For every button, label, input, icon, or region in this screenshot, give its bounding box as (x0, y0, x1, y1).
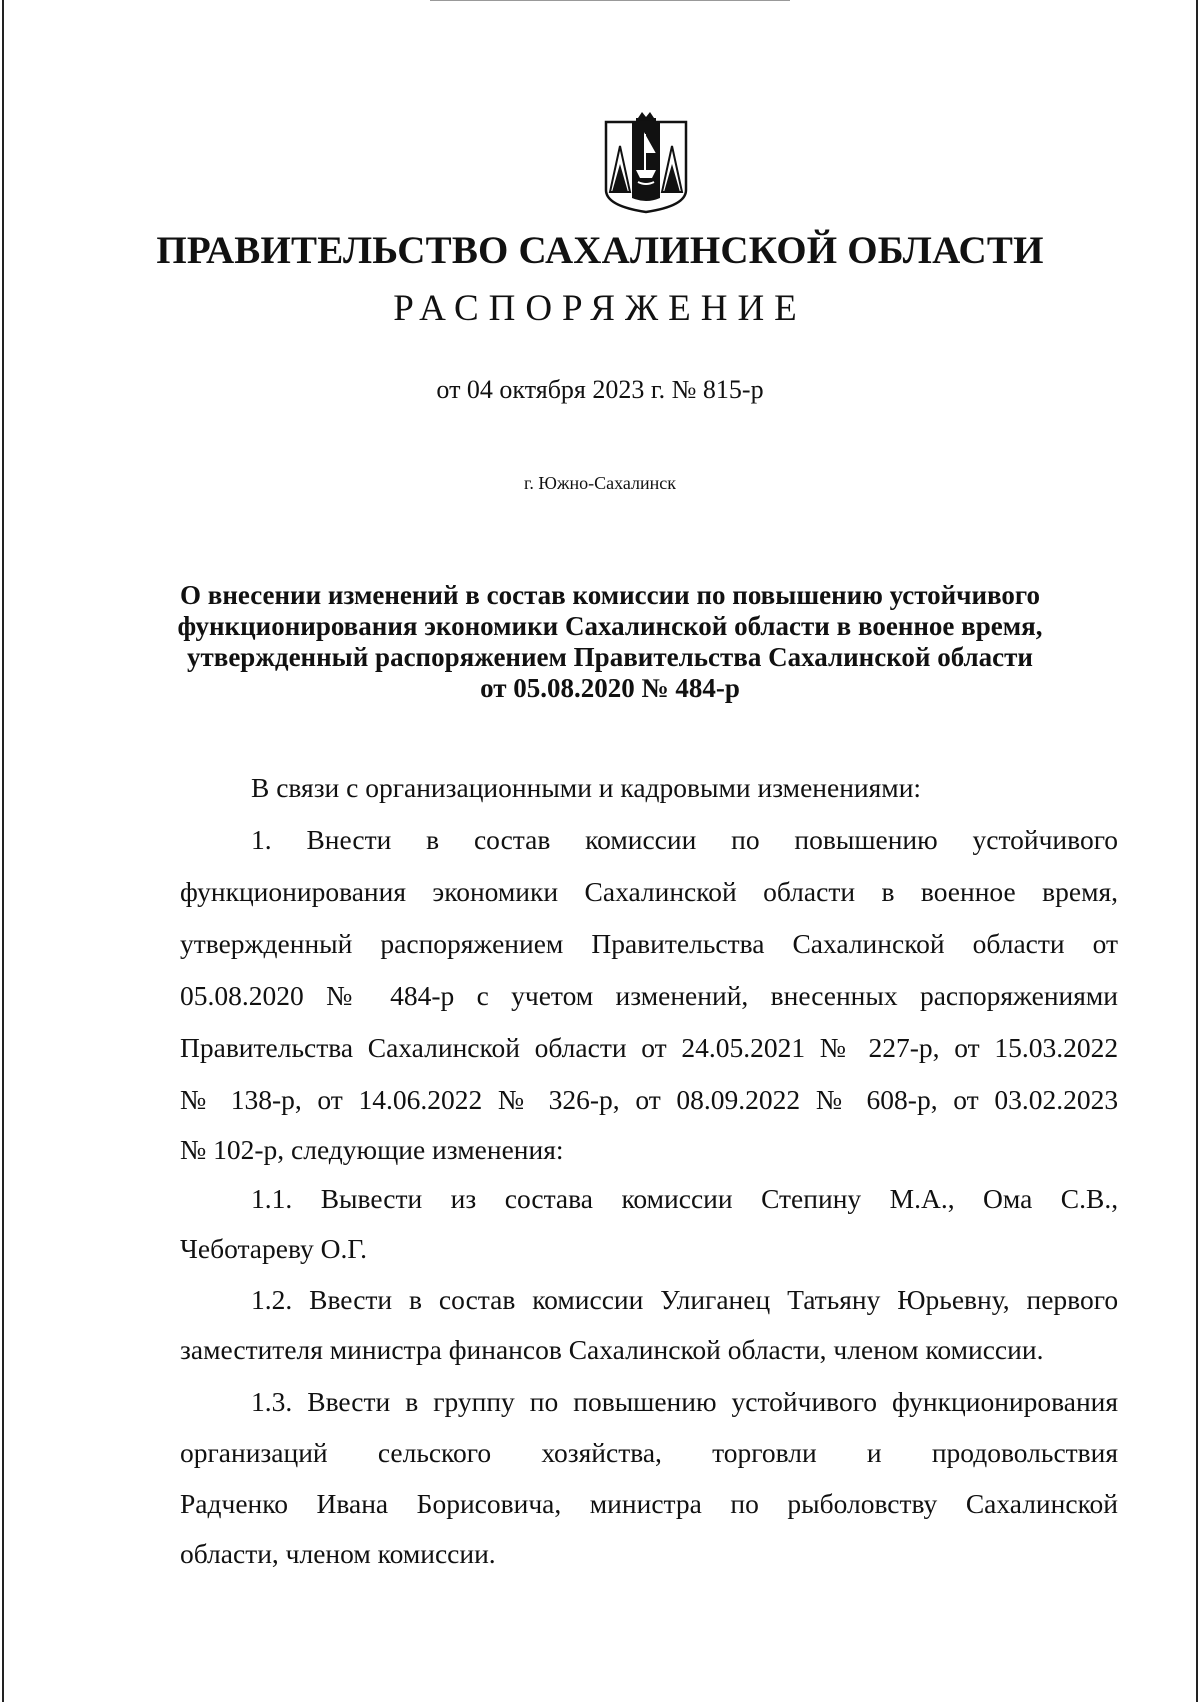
word: функционирования (892, 1386, 1119, 1417)
word: 608-р, (866, 1084, 938, 1115)
word: Юрьевну, (897, 1284, 1010, 1315)
word: комиссии (585, 824, 697, 855)
title-line: от 05.08.2020 № 484-р (480, 673, 740, 703)
word: Сахалинской (965, 1488, 1119, 1519)
justified-line (180, 1488, 1118, 1520)
word: группу (433, 1386, 515, 1417)
paragraph-last-line: Чеботареву О.Г. (180, 1233, 368, 1264)
word: от (635, 1084, 661, 1115)
word: комиссии (621, 1183, 733, 1214)
word: по (730, 1488, 759, 1519)
word: хозяйства, (541, 1437, 662, 1468)
word: Радченко (180, 1488, 288, 1519)
justified-line (180, 980, 1118, 1012)
word: торговли (712, 1437, 817, 1468)
justified-line (180, 876, 1118, 908)
word: из (450, 1183, 477, 1214)
document-date-number: от 04 октября 2023 г. № 815-р (436, 375, 764, 404)
word: Сахалинской (367, 1032, 520, 1063)
word: области (534, 1032, 627, 1063)
paragraph-last-line: заместителя министра финансов Сахалинской области, членом комиссии. (180, 1334, 1044, 1365)
justified-line (180, 1032, 1118, 1064)
word: учетом (511, 980, 594, 1011)
word: 326-р, (548, 1084, 620, 1115)
word: от (641, 1032, 667, 1063)
word: № (326, 980, 368, 1011)
word: 227-р, (868, 1032, 940, 1063)
document-city: г. Южно-Сахалинск (523, 473, 677, 493)
word: № (180, 1084, 216, 1115)
sakhalin-coat-of-arms-icon (598, 112, 694, 214)
justified-line (251, 1183, 1118, 1215)
word: функционирования (180, 876, 406, 907)
justified-line (180, 1084, 1118, 1116)
word: экономики (432, 876, 559, 907)
word: от (953, 1084, 979, 1115)
word: Татьяну (787, 1284, 881, 1315)
word: Вывести (320, 1183, 423, 1214)
word: состава (504, 1183, 593, 1214)
justified-line (180, 1437, 1118, 1469)
paragraph-last-line: № 102-р, следующие изменения: (180, 1134, 564, 1165)
word: Сахалинской (792, 928, 945, 959)
word: 1.1. (251, 1183, 293, 1214)
word: 05.08.2020 (180, 980, 304, 1011)
word: 1.3. (251, 1386, 293, 1417)
word: области (972, 928, 1065, 959)
word: внесенных (770, 980, 898, 1011)
government-title: ПРАВИТЕЛЬСТВО САХАЛИНСКОЙ ОБЛАСТИ (156, 229, 1044, 272)
word: 15.03.2022 (994, 1032, 1119, 1063)
word: в (409, 1284, 423, 1315)
word: Ввести (307, 1386, 391, 1417)
word: 1. (251, 824, 272, 855)
word: повышению (573, 1386, 717, 1417)
word: организаций (180, 1437, 328, 1468)
word: в (405, 1386, 419, 1417)
word: Улиганец (660, 1284, 771, 1315)
word: рыболовству (787, 1488, 938, 1519)
word: от (317, 1084, 343, 1115)
word: 1.2. (251, 1284, 293, 1315)
justified-line (251, 824, 1118, 856)
word: М.А., (889, 1183, 955, 1214)
word: от (1092, 928, 1119, 959)
word: 24.05.2021 (681, 1032, 806, 1063)
paragraph-last-line: области, членом комиссии. (180, 1538, 496, 1569)
word: распоряжениями (919, 980, 1119, 1011)
word: в (881, 876, 895, 907)
word: и (866, 1437, 882, 1468)
word: повышению (794, 824, 938, 855)
word: С.В., (1060, 1183, 1119, 1214)
word: Внести (306, 824, 392, 855)
word: утвержденный (180, 928, 353, 959)
word: 03.02.2023 (994, 1084, 1119, 1115)
justified-line (251, 1284, 1118, 1316)
word: устойчивого (972, 824, 1119, 855)
word: Правительства (180, 1032, 354, 1063)
word: Борисовича, (416, 1488, 562, 1519)
title-line: функционирования экономики Сахалинской области в военное время, (177, 611, 1043, 641)
word: от (954, 1032, 980, 1063)
word: № (819, 1032, 854, 1063)
justified-line (180, 928, 1118, 960)
word: Ивана (316, 1488, 389, 1519)
word: военное (920, 876, 1016, 907)
word: 14.06.2022 (358, 1084, 483, 1115)
justified-line (251, 1386, 1118, 1418)
word: в (426, 824, 440, 855)
word: по (731, 824, 760, 855)
word: 08.09.2022 (676, 1084, 801, 1115)
word: по (529, 1386, 559, 1417)
word: время, (1042, 876, 1119, 907)
word: распоряжением (380, 928, 564, 959)
word: устойчивого (731, 1386, 878, 1417)
word: комиссии (532, 1284, 644, 1315)
word: области (763, 876, 856, 907)
word: № (815, 1084, 851, 1115)
word: министра (589, 1488, 702, 1519)
word: 484-р (390, 980, 455, 1011)
word: первого (1026, 1284, 1119, 1315)
scan-edge-top (430, 0, 790, 1)
document-type: РАСПОРЯЖЕНИЕ (393, 288, 807, 329)
document-title (160, 580, 1060, 704)
intro-paragraph: В связи с организационными и кадровыми изменениями: (251, 772, 922, 803)
word: с (476, 980, 489, 1011)
word: продовольствия (931, 1437, 1119, 1468)
word: Сахалинской (584, 876, 737, 907)
title-line: О внесении изменений в состав комиссии по повышению устойчивого (180, 580, 1040, 610)
word: состав (438, 1284, 516, 1315)
word: Правительства (591, 928, 765, 959)
title-line: утвержденный распоряжением Правительства Сахалинской области (186, 642, 1033, 672)
word: Ома (983, 1183, 1033, 1214)
word: № (497, 1084, 533, 1115)
word: Ввести (309, 1284, 393, 1315)
word: Степину (761, 1183, 862, 1214)
word: состав (473, 824, 551, 855)
word: изменений, (615, 980, 749, 1011)
word: сельского (377, 1437, 492, 1468)
word: 138-р, (230, 1084, 302, 1115)
